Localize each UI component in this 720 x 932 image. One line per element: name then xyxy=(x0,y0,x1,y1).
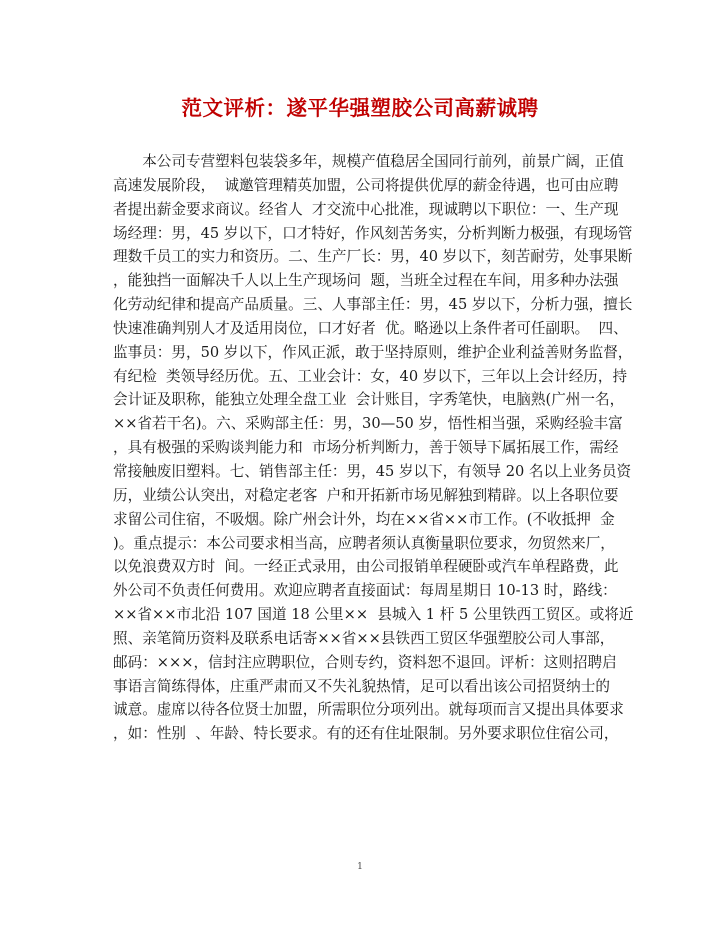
body-line: ××省若干名)。六、采购部主任：男，30—50 岁，悟性相当强，采购经验丰富 xyxy=(113,415,623,433)
body-line: 事语言简练得体，庄重严肃而又不失礼貌热情，足可以看出该公司招贤纳士的 xyxy=(113,677,610,695)
body-line: ，能独挡一面解决千人以上生产现场问 题，当班全过程在车间，用多种办法强 xyxy=(113,272,619,290)
body-line: 有纪检 类领导经历优。五、工业会计：女，40 岁以下，三年以上会计经历，持 xyxy=(113,367,628,385)
body-line: 常接触废旧塑料。七、销售部主任：男，45 岁以下，有领导 20 名以上业务员资 xyxy=(113,462,632,480)
body-line: 场经理：男，45 岁以下，口才特好，作风刻苦务实，分析判断力极强，有现场管 xyxy=(113,224,633,242)
page-number: 1 xyxy=(357,862,363,872)
body-line: 邮码：×××，信封注应聘职位，合则专约，资料恕不退回。评析：这则招聘启 xyxy=(113,653,617,671)
document-body xyxy=(113,150,634,746)
body-line: 会计证及职称，能独立处理全盘工业 会计账目，字秀笔快，电脑熟(广州一名， xyxy=(113,391,625,409)
body-line: 历，业绩公认突出，对稳定老客 户和开拓新市场见解独到精辟。以上各职位要 xyxy=(113,486,619,504)
body-line: 求留公司住宿，不吸烟。除广州会计外，均在××省××市工作。(不收抵押 金 xyxy=(113,510,615,528)
body-line: ，具有极强的采购谈判能力和 市场分析判断力，善于领导下属拓展工作，需经 xyxy=(113,439,619,457)
body-line: 外公司不负责任何费用。欢迎应聘者直接面试：每周星期日 10-13 时，路线： xyxy=(113,582,617,600)
body-line: ，如：性别 、年龄、特长要求。有的还有住址限制。另外要求职位住宿公司， xyxy=(113,725,619,743)
body-line: 者提出薪金要求商议。经省人 才交流中心批准，现诚聘以下职位：一、生产现 xyxy=(113,200,619,218)
body-line: 高速发展阶段， 诚邀管理精英加盟，公司将提供优厚的薪金待遇，也可由应聘 xyxy=(113,176,619,194)
body-line: 诚意。虚席以待各位贤士加盟，所需职位分项列出。就每项而言又提出具体要求 xyxy=(113,701,624,719)
body-line: ××省××市北沿 107 国道 18 公里×× 县城入 1 杆 5 公里铁西工贸区。或将近 xyxy=(113,606,634,624)
document-title: 范文评析：遂平华强塑胶公司高薪诚聘 xyxy=(181,96,539,120)
body-line: 照、亲笔简历资料及联系电话寄××省××县铁西工贸区华强塑胶公司人事部， xyxy=(113,629,615,647)
body-line: 理数千员工的实力和资历。二、生产厂长：男，40 岁以下，刻苦耐劳，处事果断 xyxy=(113,248,633,266)
body-line: 以免浪费双方时 间。一经正式录用，由公司报销单程硬卧或汽车单程路费，此 xyxy=(113,558,619,576)
body-line: 快速准确判别人才及适用岗位，口才好者 优。略逊以上条件者可任副职。 四、 xyxy=(113,319,628,337)
body-line: 监事员：男，50 岁以下，作风正派，敢于坚持原则，维护企业利益善财务监督， xyxy=(113,343,633,361)
body-line: 本公司专营塑料包装袋多年，规模产值稳居全国同行前列，前景广阔，正值 xyxy=(113,153,624,170)
body-line: 化劳动纪律和提高产品质量。三、人事部主任：男，45 岁以下，分析力强，擅长 xyxy=(113,296,633,314)
body-line: )。重点提示：本公司要求相当高，应聘者须认真衡量职位要求，勿贸然来厂， xyxy=(113,534,615,552)
